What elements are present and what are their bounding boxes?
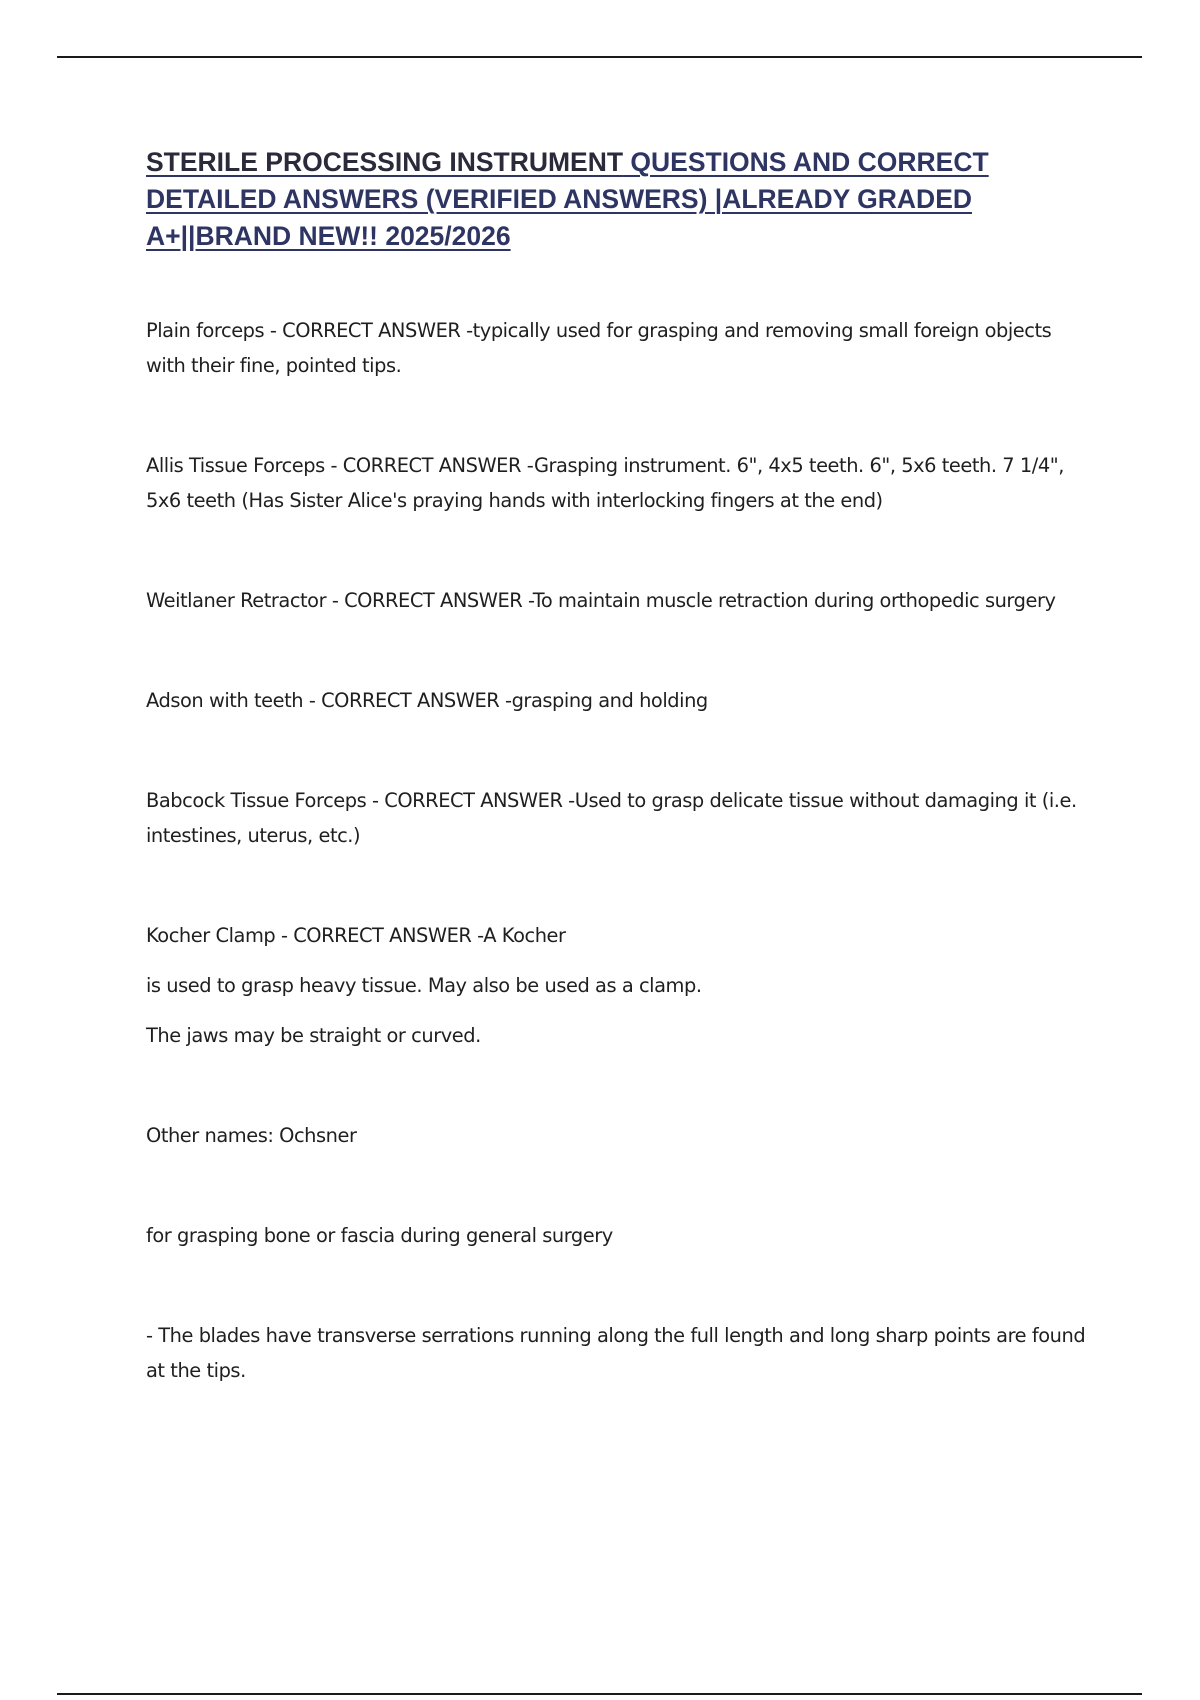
document-body bbox=[146, 144, 1086, 1388]
entry-blades-serrations: - The blades have transverse serrations running along the full length and long sharp points are found at the tips. bbox=[146, 1324, 1086, 1382]
entry-babcock-tissue-forceps: Babcock Tissue Forceps - CORRECT ANSWER -Used to grasp delicate tissue without damaging it (i.e. intestines, uterus, etc.) bbox=[146, 789, 1077, 847]
entry-allis-tissue-forceps: Allis Tissue Forceps - CORRECT ANSWER -Grasping instrument. 6", 4x5 teeth. 6", 5x6 teeth. 7 1/4", 5x6 teeth (Has Sister Alice's praying hands with interlocking fingers at the end) bbox=[146, 454, 1064, 512]
bottom-rule bbox=[57, 1693, 1142, 1695]
top-rule bbox=[57, 56, 1142, 58]
entry-kocher-description: is used to grasp heavy tissue. May also be used as a clamp. bbox=[146, 974, 702, 997]
document-title-rest: QUESTIONS AND CORRECT DETAILED ANSWERS (VERIFIED ANSWERS) |ALREADY GRADED A+||BRAND NEW!! 2025/2026 bbox=[146, 147, 989, 251]
entry-other-names: Other names: Ochsner bbox=[146, 1124, 357, 1147]
document-title-lead: STERILE PROCESSING INSTRUMENT bbox=[146, 147, 624, 177]
entry-adson-with-teeth: Adson with teeth - CORRECT ANSWER -grasping and holding bbox=[146, 689, 708, 712]
entry-plain-forceps: Plain forceps - CORRECT ANSWER -typically used for grasping and removing small foreign objects with their fine, pointed tips. bbox=[146, 319, 1052, 377]
entry-kocher-clamp: Kocher Clamp - CORRECT ANSWER -A Kocher bbox=[146, 924, 566, 947]
document-title bbox=[146, 144, 1086, 255]
entry-kocher-jaws: The jaws may be straight or curved. bbox=[146, 1024, 481, 1047]
entry-weitlaner-retractor: Weitlaner Retractor - CORRECT ANSWER -To maintain muscle retraction during orthopedic surgery bbox=[146, 589, 1056, 612]
entry-grasping-bone: for grasping bone or fascia during general surgery bbox=[146, 1224, 613, 1247]
